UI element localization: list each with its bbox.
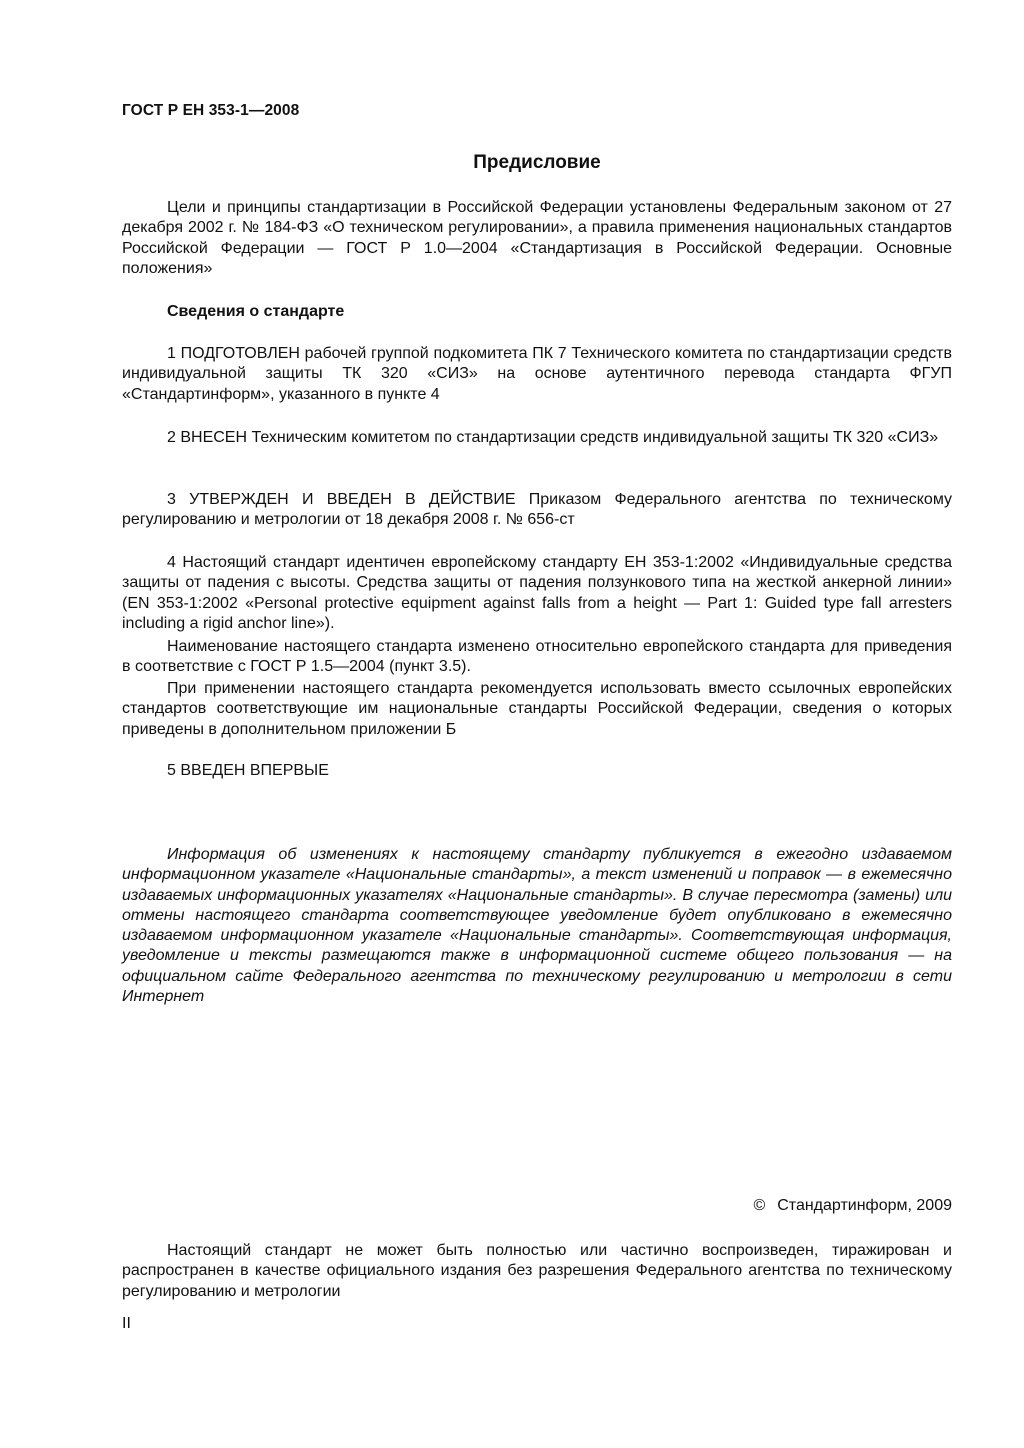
page-number: II <box>122 1315 131 1332</box>
item-4-paragraph: 4 Настоящий стандарт идентичен европейскому стандарту ЕН 353-1:2002 «Индивидуальные средства защиты от падения с высоты. Средства защиты от падения ползункового типа на жесткой анкерной линии» (EN 353-1:2002 «Personal protective equipment against falls from a height — Part 1: Guided type fall arresters including a rigid anchor line»). <box>122 554 952 632</box>
section-title: Сведения о стандарте <box>167 303 345 320</box>
item-4-note-1: Наименование настоящего стандарта изменено относительно европейского стандарта для приведения в соответствие с ГОСТ Р 1.5—2004 (пункт 3.5). <box>122 638 952 676</box>
item-3-paragraph: 3 УТВЕРЖДЕН И ВВЕДЕН В ДЕЙСТВИЕ Приказом Федерального агентства по техническому регулированию и метрологии от 18 декабря 2008 г. № 656-ст <box>122 491 952 529</box>
copyright-line <box>753 1197 952 1215</box>
document-code-header: ГОСТ Р ЕН 353-1—2008 <box>122 102 300 119</box>
info-note-paragraph: Информация об изменениях к настоящему стандарту публикуется в ежегодно издаваемом информационном указателе «Национальные стандарты», а текст изменений и поправок — в ежемесячно издаваемых информационных указателях «Национальные стандарты». В случае пересмотра (замены) или отмены настоящего стандарта соответствующее уведомление будет опубликовано в ежемесячно издаваемом информационном указателе «Национальные стандарты». Соответствующая информация, уведомление и тексты размещаются также в информационной системе общего пользования — на официальном сайте Федерального агентства по техническому регулированию и метрологии в сети Интернет <box>122 846 952 1006</box>
item-5-paragraph: 5 ВВЕДЕН ВПЕРВЫЕ <box>167 762 329 779</box>
page-title: Предисловие <box>473 152 601 173</box>
copyright-text: Стандартинформ, 2009 <box>777 1197 952 1214</box>
item-2-paragraph: 2 ВНЕСЕН Техническим комитетом по стандартизации средств индивидуальной защиты ТК 320 «СИЗ» <box>167 429 939 446</box>
item-4-note-2: При применении настоящего стандарта рекомендуется использовать вместо ссылочных европейских стандартов соответствующие им национальные стандарты Российской Федерации, сведения о которых приведены в дополнительном приложении Б <box>122 680 952 738</box>
intro-paragraph: Цели и принципы стандартизации в Российской Федерации установлены Федеральным законом от 27 декабря 2002 г. № 184-ФЗ «О техническом регулировании», а правила применения национальных стандартов Российской Федерации — ГОСТ Р 1.0—2004 «Стандартизация в Российской Федерации. Основные положения» <box>122 199 952 277</box>
restriction-paragraph: Настоящий стандарт не может быть полностью или частично воспроизведен, тиражирован и распространен в качестве официального издания без разрешения Федерального агентства по техническому регулированию и метрологии <box>122 1242 952 1300</box>
item-1-paragraph: 1 ПОДГОТОВЛЕН рабочей группой подкомитета ПК 7 Технического комитета по стандартизации средств индивидуальной защиты ТК 320 «СИЗ» на основе аутентичного перевода стандарта ФГУП «Стандартинформ», указанного в пункте 4 <box>122 345 952 403</box>
copyright-icon: © <box>753 1197 766 1214</box>
